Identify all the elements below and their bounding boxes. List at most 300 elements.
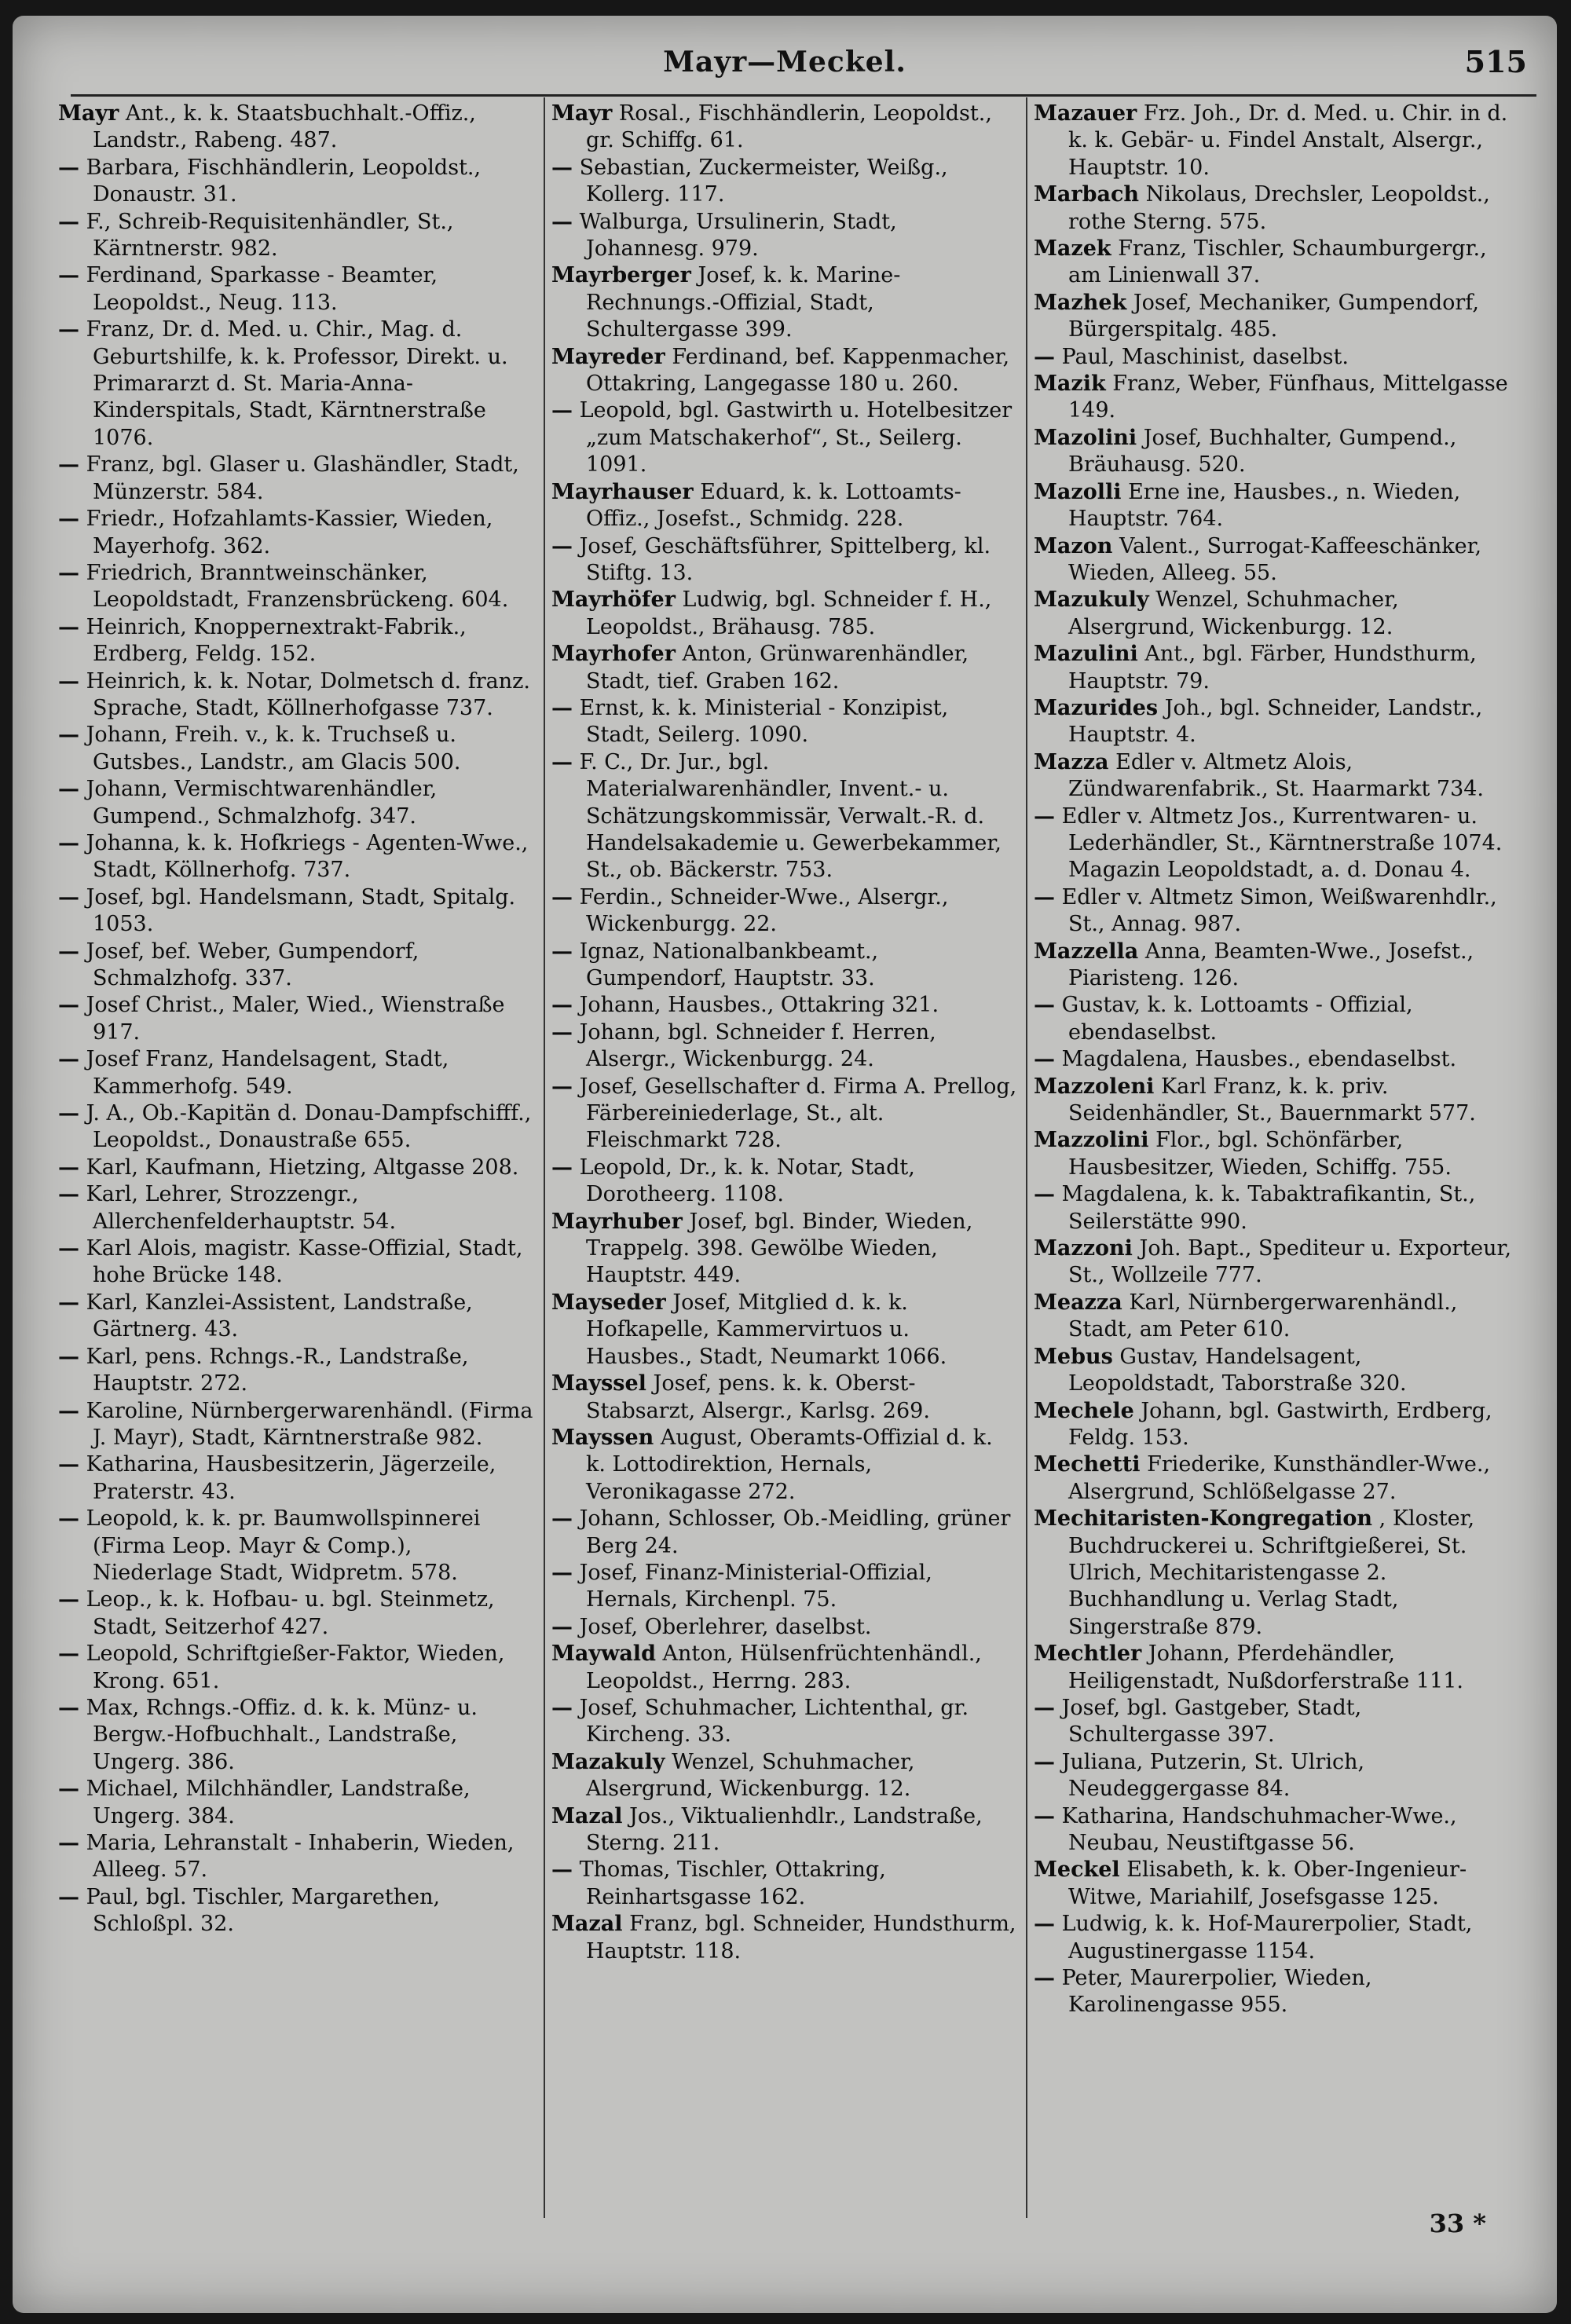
entry-details: Nikolaus, Drechsler, Leopoldst., rothe Sterng. 575. — [1068, 182, 1490, 234]
directory-entry — [551, 1019, 1018, 1074]
entry-details: Josef, bgl. Binder, Wieden, Trappelg. 398. Gewölbe Wieden, Hauptstr. 449. — [586, 1209, 973, 1288]
entry-surname: — — [58, 155, 79, 180]
directory-entry — [1034, 1181, 1514, 1235]
entry-details: Walburga, Ursulinerin, Stadt, Johannesg. 979. — [579, 209, 897, 262]
entry-surname: — — [1034, 1912, 1055, 1937]
entry-details: Josef, bgl. Handelsmann, Stadt, Spitalg. 1053. — [86, 884, 516, 937]
entry-details: Ferdinand, Sparkasse - Beamter, Leopoldst., Neug. 113. — [86, 263, 438, 315]
directory-entry — [551, 397, 1018, 478]
entry-surname: — — [58, 777, 79, 802]
entry-surname: Mazza — [1034, 749, 1109, 774]
directory-entry — [1034, 939, 1514, 993]
entry-details: Paul, Maschinist, daselbst. — [1061, 344, 1349, 369]
entry-surname: — — [1034, 884, 1055, 909]
entry-surname: Mazal — [551, 1803, 623, 1828]
directory-entry — [1034, 1911, 1514, 1965]
directory-entry — [1034, 641, 1514, 695]
entry-details: Karl, Kanzlei-Assistent, Landstraße, Gärtnerg. 43. — [86, 1290, 473, 1342]
directory-entry — [58, 992, 536, 1046]
directory-entry — [1034, 1965, 1514, 2019]
entry-details: Friedrich, Branntweinschänker, Leopoldstadt, Franzensbrückeng. 604. — [86, 560, 509, 613]
directory-entry — [551, 1614, 1018, 1641]
column-middle — [551, 101, 1018, 1965]
entry-details: Karl, Kaufmann, Hietzing, Altgasse 208. — [86, 1155, 519, 1180]
entry-details: Ant., k. k. Staatsbuchhalt.-Offiz., Landstr., Rabeng. 487. — [93, 101, 476, 153]
directory-entry — [551, 262, 1018, 343]
entry-surname: Mazzoni — [1034, 1236, 1133, 1261]
entry-details: Valent., Surrogat-Kaffeeschänker, Wieden, Alleeg. 55. — [1068, 533, 1482, 585]
directory-entry — [58, 1046, 536, 1100]
entry-details: Leopold, k. k. pr. Baumwollspinnerei (Firma Leop. Mayr & Comp.), Niederlage Stadt, Widpretm. 578. — [86, 1506, 481, 1585]
entry-details: Johann, Vermischtwarenhändler, Gumpend., Schmalzhofg. 347. — [86, 777, 438, 829]
entry-details: Johann, bgl. Gastwirth, Erdberg, Feldg. 153. — [1068, 1398, 1492, 1450]
entry-surname: — — [58, 939, 79, 964]
directory-entry — [58, 452, 536, 506]
directory-entry — [58, 1155, 536, 1181]
entry-surname: Mazzolini — [1034, 1128, 1149, 1153]
entry-surname: Mazzoleni — [1034, 1074, 1155, 1099]
entry-surname: Maywald — [551, 1641, 656, 1667]
entry-details: Josef, Geschäftsführer, Spittelberg, kl. Stiftg. 13. — [579, 533, 991, 585]
directory-entry — [58, 776, 536, 830]
entry-details: Sebastian, Zuckermeister, Weißg., Kollerg. 117. — [579, 155, 948, 207]
directory-entry — [58, 209, 536, 263]
entry-details: Joh. Bapt., Spediteur u. Exporteur, St., Wollzeile 777. — [1068, 1236, 1512, 1288]
directory-entry — [58, 317, 536, 452]
directory-entry — [58, 614, 536, 668]
entry-surname: — — [58, 723, 79, 748]
directory-entry — [58, 1344, 536, 1398]
directory-entry — [1034, 1344, 1514, 1398]
directory-entry — [58, 262, 536, 317]
directory-entry — [1034, 1749, 1514, 1803]
entry-surname: Mayssen — [551, 1425, 654, 1450]
directory-entry — [551, 1695, 1018, 1749]
entry-surname: — — [1034, 1182, 1055, 1207]
entry-details: Josef, bef. Weber, Gumpendorf, Schmalzhofg. 337. — [86, 939, 419, 990]
directory-entry — [551, 587, 1018, 641]
directory-entry — [551, 1155, 1018, 1209]
entry-details: August, Oberamts-Offizial d. k. k. Lottodirektion, Hernals, Veronikagasse 272. — [586, 1425, 993, 1504]
entry-surname: — — [58, 1101, 79, 1126]
directory-entry — [1034, 1235, 1514, 1290]
entry-surname: Mechtler — [1034, 1641, 1142, 1667]
entry-surname: — — [551, 749, 573, 774]
directory-entry — [1034, 101, 1514, 181]
entry-surname: — — [58, 1155, 79, 1180]
directory-entry — [58, 101, 536, 155]
entry-surname: — — [58, 1398, 79, 1423]
entry-details: Karl Alois, magistr. Kasse-Offizial, Stadt, hohe Brücke 148. — [86, 1236, 523, 1288]
entry-surname: Mayrhöfer — [551, 587, 676, 613]
entry-surname: — — [1034, 803, 1055, 829]
entry-surname: Mechele — [1034, 1398, 1134, 1423]
entry-details: Anna, Beamten-Wwe., Josefst., Piaristeng. 126. — [1068, 939, 1474, 990]
entry-surname: — — [58, 614, 79, 639]
entry-details: Josef, Mechaniker, Gumpendorf, Bürgerspitalg. 485. — [1068, 290, 1479, 342]
entry-surname: — — [58, 507, 79, 532]
directory-entry — [1034, 1451, 1514, 1506]
directory-entry — [551, 479, 1018, 533]
entry-details: Ludwig, k. k. Hof-Maurerpolier, Stadt, Augustinergasse 1154. — [1061, 1912, 1473, 1964]
entry-details: Franz, bgl. Glaser u. Glashändler, Stadt, Münzerstr. 584. — [86, 452, 519, 504]
entry-details: Katharina, Hausbesitzerin, Jägerzeile, Praterstr. 43. — [86, 1452, 496, 1504]
entry-details: Wenzel, Schuhmacher, Alsergrund, Wickenburgg. 12. — [1068, 587, 1399, 639]
directory-entry — [58, 1398, 536, 1452]
directory-entry — [551, 1911, 1018, 1965]
entry-surname: — — [551, 209, 573, 234]
entry-details: Karl, Lehrer, Strozzengr., Allerchenfelderhauptstr. 54. — [86, 1182, 397, 1234]
directory-entry — [1034, 236, 1514, 290]
entry-details: Johann, Freih. v., k. k. Truchseß u. Gutsbes., Landstr., am Glacis 500. — [86, 723, 461, 774]
entry-surname: — — [1034, 1047, 1055, 1072]
directory-entry — [58, 1884, 536, 1938]
entry-details: Anton, Hülsenfrüchtenhändl., Leopoldst., Herrng. 283. — [586, 1641, 982, 1693]
entry-details: Johann, Pferdehändler, Heiligenstadt, Nußdorferstraße 111. — [1068, 1641, 1463, 1693]
entry-details: Franz, bgl. Schneider, Hundsthurm, Hauptstr. 118. — [586, 1912, 1016, 1964]
entry-surname: — — [551, 1506, 573, 1532]
entry-details: Josef, k. k. Marine-Rechnungs.-Offizial, Stadt, Schultergasse 399. — [586, 263, 901, 342]
entry-details: Gustav, Handelsagent, Leopoldstadt, Taborstraße 320. — [1068, 1344, 1407, 1396]
entry-details: Maria, Lehranstalt - Inhaberin, Wieden, Alleeg. 57. — [86, 1831, 515, 1883]
entry-details: Josef, Schuhmacher, Lichtenthal, gr. Kircheng. 33. — [579, 1695, 969, 1748]
directory-entry — [551, 1803, 1018, 1857]
directory-entry — [1034, 587, 1514, 641]
entry-surname: — — [58, 317, 79, 342]
entry-surname: Mazolli — [1034, 479, 1122, 504]
entry-surname: Mazukuly — [1034, 587, 1149, 613]
directory-entry — [1034, 344, 1514, 371]
entry-surname: Mayssel — [551, 1371, 646, 1396]
directory-entry — [58, 1587, 536, 1641]
directory-entry — [1034, 1398, 1514, 1452]
running-head: Mayr—Meckel. — [663, 46, 906, 79]
entry-surname: — — [1034, 344, 1055, 369]
directory-entry — [551, 695, 1018, 749]
directory-entry — [1034, 749, 1514, 803]
entry-details: Josef, Oberlehrer, daselbst. — [579, 1614, 872, 1639]
entry-details: Juliana, Putzerin, St. Ulrich, Neudeggergasse 84. — [1061, 1749, 1365, 1802]
column-divider — [1026, 97, 1027, 2218]
entry-details: Edler v. Altmetz Simon, Weißwarenhdlr., St., Annag. 987. — [1061, 884, 1497, 937]
directory-entry — [58, 155, 536, 209]
entry-details: Josef, Finanz-Ministerial-Offizial, Hernals, Kirchenpl. 75. — [579, 1560, 932, 1612]
entry-surname: Mayseder — [551, 1290, 666, 1315]
directory-entry — [1034, 1290, 1514, 1344]
entry-details: Johann, Schlosser, Ob.-Meidling, grüner Berg 24. — [579, 1506, 1011, 1558]
entry-details: , Kloster, Buchdruckerei u. Schriftgießerei, St. Ulrich, Mechitaristengasse 2. Buchhandlung u. Verlag Stadt, Singerstraße 879. — [1068, 1506, 1475, 1639]
entry-surname: — — [58, 1884, 79, 1909]
directory-page — [13, 16, 1557, 2313]
entry-details: Wenzel, Schuhmacher, Alsergrund, Wickenburgg. 12. — [586, 1749, 915, 1802]
directory-entry — [1034, 695, 1514, 749]
entry-details: J. A., Ob.-Kapitän d. Donau-Dampfschifff., Leopoldst., Donaustraße 655. — [86, 1101, 532, 1153]
entry-surname: — — [58, 1641, 79, 1667]
entry-surname: — — [58, 830, 79, 855]
entry-details: Friederike, Kunsthändler-Wwe., Alsergrund, Schlößelgasse 27. — [1068, 1452, 1491, 1504]
entry-details: Karl, Nürnbergerwarenhändl., Stadt, am Peter 610. — [1068, 1290, 1458, 1342]
entry-surname: — — [58, 263, 79, 288]
entry-details: Josef Franz, Handelsagent, Stadt, Kammerhofg. 549. — [86, 1047, 449, 1099]
directory-entry — [58, 1776, 536, 1830]
entry-surname: Mechitaristen-Kongregation — [1034, 1506, 1373, 1532]
directory-entry — [551, 1371, 1018, 1425]
directory-entry — [1034, 479, 1514, 533]
entry-details: F. C., Dr. Jur., bgl. Materialwarenhändler, Invent.- u. Schätzungskommissär, Verwalt.-R. d. Handelsakademie u. Gewerbekammer, St., ob. Bäckerstr. 753. — [579, 749, 1002, 883]
entry-surname: — — [58, 1831, 79, 1855]
directory-entry — [551, 1641, 1018, 1695]
entry-details: Erne ine, Hausbes., n. Wieden, Hauptstr. 764. — [1068, 479, 1461, 532]
directory-entry — [58, 830, 536, 884]
directory-entry — [58, 506, 536, 560]
entry-surname: Mebus — [1034, 1344, 1113, 1369]
directory-entry — [1034, 290, 1514, 344]
directory-entry — [58, 668, 536, 723]
directory-entry — [551, 992, 1018, 1019]
entry-details: Jos., Viktualienhdlr., Landstraße, Sterng. 211. — [586, 1803, 983, 1855]
entry-surname: — — [551, 993, 573, 1018]
entry-details: Leop., k. k. Hofbau- u. bgl. Steinmetz, Stadt, Seitzerhof 427. — [86, 1587, 495, 1639]
entry-surname: — — [58, 1777, 79, 1802]
directory-entry — [58, 560, 536, 614]
directory-entry — [1034, 1641, 1514, 1695]
directory-entry — [551, 155, 1018, 209]
entry-details: Franz, Tischler, Schaumburgergr., am Linienwall 37. — [1068, 236, 1487, 288]
entry-details: Ludwig, bgl. Schneider f. H., Leopoldst., Brähausg. 785. — [586, 587, 992, 639]
directory-entry — [58, 939, 536, 993]
directory-entry — [58, 722, 536, 776]
entry-surname: Mazik — [1034, 371, 1106, 397]
entry-surname: Mazal — [551, 1912, 623, 1937]
entry-surname: — — [551, 1695, 573, 1720]
entry-surname: — — [58, 1182, 79, 1207]
directory-entry — [1034, 533, 1514, 587]
directory-entry — [1034, 1127, 1514, 1181]
directory-entry — [1034, 1046, 1514, 1073]
entry-surname: — — [1034, 1695, 1055, 1720]
entry-details: Ignaz, Nationalbankbeamt., Gumpendorf, Hauptstr. 33. — [579, 939, 879, 990]
entry-details: Johann, Hausbes., Ottakring 321. — [579, 993, 939, 1018]
entry-surname: — — [58, 209, 79, 234]
entry-surname: Mazhek — [1034, 290, 1127, 315]
entry-surname: Mayrhuber — [551, 1209, 683, 1234]
entry-surname: Mazakuly — [551, 1749, 665, 1774]
entry-surname: — — [551, 695, 573, 720]
directory-entry — [551, 1074, 1018, 1155]
entry-surname: — — [551, 1155, 573, 1180]
entry-details: Franz, Weber, Fünfhaus, Mittelgasse 149. — [1068, 371, 1508, 423]
entry-details: Karl Franz, k. k. priv. Seidenhändler, St., Bauernmarkt 577. — [1068, 1074, 1476, 1126]
directory-entry — [58, 1830, 536, 1884]
directory-entry — [58, 1235, 536, 1290]
entry-surname: Mayrberger — [551, 263, 691, 288]
entry-details: Barbara, Fischhändlerin, Leopoldst., Donaustr. 31. — [86, 155, 482, 207]
directory-entry — [551, 749, 1018, 884]
column-left — [58, 101, 536, 1938]
directory-entry — [551, 939, 1018, 993]
entry-surname: Mayreder — [551, 344, 665, 369]
directory-entry — [551, 1560, 1018, 1614]
entry-surname: — — [58, 668, 79, 694]
entry-details: Anton, Grünwarenhändler, Stadt, tief. Graben 162. — [586, 642, 969, 694]
entry-details: Max, Rchngs.-Offiz. d. k. k. Münz- u. Bergw.-Hofbuchhalt., Landstraße, Ungerg. 386. — [86, 1695, 478, 1774]
entry-details: Elisabeth, k. k. Ober-Ingenieur-Witwe, Mariahilf, Josefsgasse 125. — [1068, 1857, 1467, 1909]
page-number: 515 — [1464, 44, 1527, 79]
entry-details: Leopold, bgl. Gastwirth u. Hotelbesitzer „zum Matschakerhof“, St., Seilerg. 1091. — [579, 398, 1013, 478]
directory-entry — [551, 209, 1018, 263]
entry-surname: — — [1034, 993, 1055, 1018]
entry-details: Franz, Dr. d. Med. u. Chir., Mag. d. Geburtshilfe, k. k. Professor, Direkt. u. Primararzt d. St. Maria-Anna-Kinderspitals, Stadt, Kärntnerstraße 1076. — [86, 317, 508, 450]
directory-entry — [1034, 371, 1514, 425]
entry-details: Ferdinand, bef. Kappenmacher, Ottakring, Langegasse 180 u. 260. — [586, 344, 1010, 397]
entry-surname: — — [58, 1344, 79, 1369]
directory-entry — [1034, 884, 1514, 939]
entry-surname: — — [58, 1236, 79, 1261]
entry-details: Michael, Milchhändler, Landstraße, Ungerg. 384. — [86, 1777, 471, 1828]
directory-entry — [551, 101, 1018, 155]
directory-entry — [551, 1290, 1018, 1371]
entry-surname: — — [58, 884, 79, 909]
entry-surname: — — [551, 155, 573, 180]
entry-details: Gustav, k. k. Lottoamts - Offizial, ebendaselbst. — [1061, 993, 1413, 1045]
directory-entry — [58, 1506, 536, 1587]
entry-surname: Mayr — [58, 101, 119, 126]
entry-details: Magdalena, k. k. Tabaktrafikantin, St., Seilerstätte 990. — [1061, 1182, 1476, 1234]
entry-details: Frz. Joh., Dr. d. Med. u. Chir. in d. k. k. Gebär- u. Findel Anstalt, Alsergr., Hauptstr. 10. — [1068, 101, 1508, 180]
entry-surname: — — [58, 1047, 79, 1072]
column-divider — [544, 97, 545, 2218]
entry-surname: — — [551, 1857, 573, 1883]
entry-surname: Mayrhauser — [551, 479, 694, 504]
entry-details: Eduard, k. k. Lottoamts-Offiz., Josefst., Schmidg. 228. — [586, 479, 961, 532]
entry-details: Ferdin., Schneider-Wwe., Alsergr., Wickenburgg. 22. — [579, 884, 949, 937]
directory-entry — [1034, 1695, 1514, 1749]
entry-details: Josef, pens. k. k. Oberst-Stabsarzt, Alsergr., Karlsg. 269. — [586, 1371, 930, 1423]
entry-surname: Mazolini — [1034, 425, 1137, 450]
column-right — [1034, 101, 1514, 2019]
entry-surname: — — [1034, 1803, 1055, 1828]
entry-details: Karl, pens. Rchngs.-R., Landstraße, Hauptstr. 272. — [86, 1344, 469, 1396]
entry-details: Josef, Buchhalter, Gumpend., Bräuhausg. 520. — [1068, 425, 1457, 478]
entry-surname: Mayrhofer — [551, 642, 676, 667]
entry-surname: — — [1034, 1749, 1055, 1774]
directory-entry — [1034, 425, 1514, 479]
entry-details: Edler v. Altmetz Jos., Kurrentwaren- u. Lederhändler, St., Kärntnerstraße 1074. Magazin Leopoldstadt, a. d. Donau 4. — [1061, 803, 1503, 883]
entry-surname: — — [551, 1614, 573, 1639]
entry-details: Heinrich, k. k. Notar, Dolmetsch d. franz. Sprache, Stadt, Köllnerhofgasse 737. — [86, 668, 530, 720]
entry-details: Heinrich, Knoppernextrakt-Fabrik., Erdberg, Feldg. 152. — [86, 614, 467, 667]
entry-details: Ant., bgl. Färber, Hundsthurm, Hauptstr. 79. — [1068, 642, 1477, 694]
directory-entry — [551, 1857, 1018, 1911]
entry-surname: — — [58, 560, 79, 585]
entry-details: Katharina, Handschuhmacher-Wwe., Neubau, Neustiftgasse 56. — [1061, 1803, 1457, 1855]
directory-entry — [1034, 1074, 1514, 1128]
directory-entry — [1034, 1857, 1514, 1911]
entry-details: Karoline, Nürnbergerwarenhändl. (Firma J. Mayr), Stadt, Kärntnerstraße 982. — [86, 1398, 533, 1450]
directory-entry — [1034, 992, 1514, 1046]
entry-surname: Mazek — [1034, 236, 1111, 262]
entry-details: Leopold, Schriftgießer-Faktor, Wieden, Krong. 651. — [86, 1641, 505, 1693]
entry-details: Josef, bgl. Gastgeber, Stadt, Schultergasse 397. — [1061, 1695, 1362, 1748]
entry-surname: — — [58, 993, 79, 1018]
entry-details: Rosal., Fischhändlerin, Leopoldst., gr. Schiffg. 61. — [586, 101, 992, 153]
entry-surname: — — [551, 939, 573, 964]
directory-entry — [58, 1641, 536, 1695]
signature-mark: 33 * — [1429, 2209, 1486, 2238]
directory-entry — [58, 1290, 536, 1344]
directory-entry — [551, 344, 1018, 398]
entry-details: Josef Christ., Maler, Wied., Wienstraße 917. — [86, 993, 505, 1045]
entry-surname: — — [58, 1452, 79, 1477]
directory-entry — [1034, 181, 1514, 236]
entry-details: Thomas, Tischler, Ottakring, Reinhartsgasse 162. — [579, 1857, 886, 1909]
entry-surname: Mazzella — [1034, 939, 1139, 964]
entry-details: Peter, Maurerpolier, Wieden, Karolinengasse 955. — [1061, 1966, 1372, 2018]
entry-surname: Mazulini — [1034, 642, 1138, 667]
entry-surname: Marbach — [1034, 182, 1140, 207]
entry-details: Joh., bgl. Schneider, Landstr., Hauptstr. 4. — [1068, 695, 1483, 748]
entry-surname: Meazza — [1034, 1290, 1122, 1315]
entry-details: Leopold, Dr., k. k. Notar, Stadt, Dorotheerg. 1108. — [579, 1155, 915, 1207]
directory-entry — [58, 1100, 536, 1155]
entry-surname: Meckel — [1034, 1857, 1120, 1883]
entry-surname: Mazurides — [1034, 695, 1159, 720]
entry-surname: Mayr — [551, 101, 613, 126]
entry-details: F., Schreib-Requisitenhändler, St., Kärntnerstr. 982. — [86, 209, 454, 262]
entry-surname: — — [551, 884, 573, 909]
directory-entry — [551, 533, 1018, 587]
entry-surname: — — [58, 1506, 79, 1532]
entry-details: Friedr., Hofzahlamts-Kassier, Wieden, Mayerhofg. 362. — [86, 507, 493, 558]
entry-surname: — — [58, 452, 79, 478]
entry-details: Edler v. Altmetz Alois, Zündwarenfabrik., St. Haarmarkt 734. — [1068, 749, 1485, 802]
entry-details: Paul, bgl. Tischler, Margarethen, Schloßpl. 32. — [86, 1884, 441, 1937]
entry-surname: — — [58, 1695, 79, 1720]
directory-entry — [1034, 803, 1514, 884]
entry-surname: Mechetti — [1034, 1452, 1141, 1477]
entry-surname: — — [551, 533, 573, 558]
header-rule — [71, 94, 1536, 97]
directory-entry — [58, 1695, 536, 1776]
entry-surname: Mazauer — [1034, 101, 1137, 126]
directory-entry — [551, 1506, 1018, 1560]
directory-entry — [1034, 1506, 1514, 1641]
entry-details: Johanna, k. k. Hofkriegs - Agenten-Wwe., Stadt, Köllnerhofg. 737. — [86, 830, 529, 883]
entry-details: Magdalena, Hausbes., ebendaselbst. — [1061, 1047, 1457, 1072]
entry-surname: — — [58, 1290, 79, 1315]
entry-surname: — — [551, 398, 573, 423]
entry-details: Josef, Mitglied d. k. k. Hofkapelle, Kammervirtuos u. Hausbes., Stadt, Neumarkt 1066. — [586, 1290, 947, 1369]
directory-entry — [58, 884, 536, 939]
entry-surname: — — [551, 1019, 573, 1045]
directory-entry — [551, 1209, 1018, 1290]
entry-details: Ernst, k. k. Ministerial - Konzipist, Stadt, Seilerg. 1090. — [579, 695, 949, 748]
directory-entry — [58, 1451, 536, 1506]
entry-details: Josef, Gesellschafter d. Firma A. Prellog, Färbereiniederlage, St., alt. Fleischmarkt 728. — [579, 1074, 1017, 1153]
entry-surname: — — [58, 1587, 79, 1612]
entry-surname: — — [551, 1074, 573, 1099]
entry-surname: Mazon — [1034, 533, 1113, 558]
directory-entry — [551, 641, 1018, 695]
directory-entry — [551, 1749, 1018, 1803]
entry-details: Flor., bgl. Schönfärber, Hausbesitzer, Wieden, Schiffg. 755. — [1068, 1128, 1452, 1180]
entry-surname: — — [551, 1560, 573, 1585]
entry-surname: — — [1034, 1966, 1055, 1991]
directory-entry — [551, 1425, 1018, 1506]
directory-entry — [551, 884, 1018, 939]
directory-entry — [58, 1181, 536, 1235]
directory-entry — [1034, 1803, 1514, 1857]
